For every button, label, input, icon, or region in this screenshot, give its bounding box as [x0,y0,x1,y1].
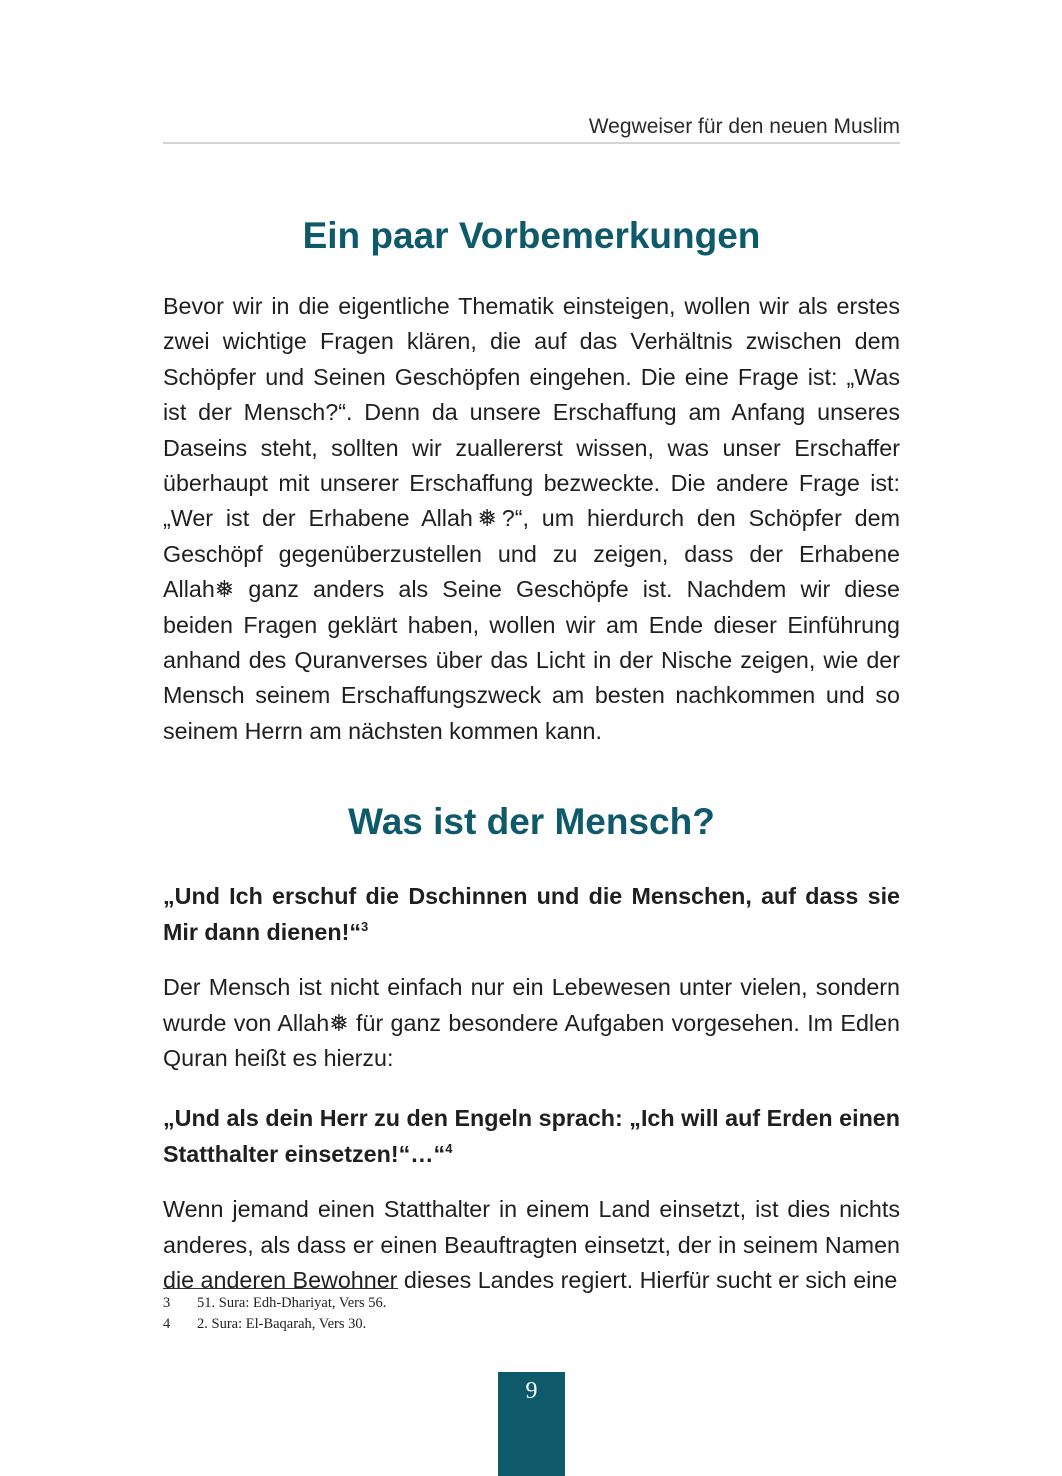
running-header: Wegweiser für den neuen Muslim [588,115,900,138]
section-heading-mensch: Was ist der Mensch? [348,801,715,843]
footnotes [163,1293,900,1335]
header-divider [163,142,900,144]
footnote-number: 4 [163,1316,171,1332]
footnote-ref-4[interactable]: 4 [445,1140,453,1156]
footnote-number: 3 [163,1295,171,1311]
quran-quote-2 [163,1101,900,1172]
footnote-ref-3[interactable]: 3 [361,918,369,934]
quote-text: „Und Ich erschuf die Dschinnen und die Menschen, auf dass sie Mir dann dienen!“ [163,883,900,945]
body-paragraph-1: Der Mensch ist nicht einfach nur ein Lebewesen unter vielen, sondern wurde von Allah❅ für ganz besondere Aufgaben vorgesehen. Im Edlen Quran heißt es hierzu: [163,974,900,1071]
body-paragraph-2: Wenn jemand einen Statthalter in einem Land einsetzt, ist dies nichts anderes, als dass er einen Beauftragten einsetzt, der in seinem Namen die anderen Bewohner dieses Landes regiert. Hierfür sucht er sich eine [163,1196,900,1293]
section-heading-vorbemerkungen: Ein paar Vorbemerkungen [302,215,761,256]
footnote-divider [163,1288,398,1289]
quran-quote-1 [163,879,900,950]
footnote-item [163,1293,900,1314]
footnote-text: 2. Sura: El-Baqarah, Vers 30. [197,1316,367,1332]
intro-paragraph: Bevor wir in die eigentliche Thematik einsteigen, wollen wir als erstes zwei wichtige Fragen klären, die auf das Verhältnis zwischen dem Schöpfer und Seinen Geschöpfen eingehen. Die eine Frage ist: „Was ist der Mensch?“. Denn da unsere Erschaffung am Anfang unseres Daseins steht, sollten wir zuallererst wissen, was unser Erschaffer überhaupt mit unserer Erschaffung bezweckte. Die andere Frage ist: „Wer ist der Erhabene Allah ❅ ?“, um hierdurch den Schöpfer dem Geschöpf gegenüberzustellen und zu zeigen, dass der Erhabene Allah❅ ganz anders als Seine Geschöpfe ist. Nachdem wir diese beiden Fragen geklärt haben, wollen wir am Ende dieser Einführung anhand des Quranverses über das Licht in der Nische zeigen, wie der Mensch seinem Erschaffungszweck am besten nachkommen und so seinem Herrn am nächsten kommen kann. [163,293,900,744]
footnote-item [163,1314,900,1335]
page-body [163,207,900,1298]
footnote-text: 51. Sura: Edh-Dhariyat, Vers 56. [197,1295,387,1311]
page-number: 9 [498,1372,565,1476]
quote-text: „Und als dein Herr zu den Engeln sprach: „Ich will auf Erden einen Statthalter einsetzen!“…“ [163,1105,900,1167]
